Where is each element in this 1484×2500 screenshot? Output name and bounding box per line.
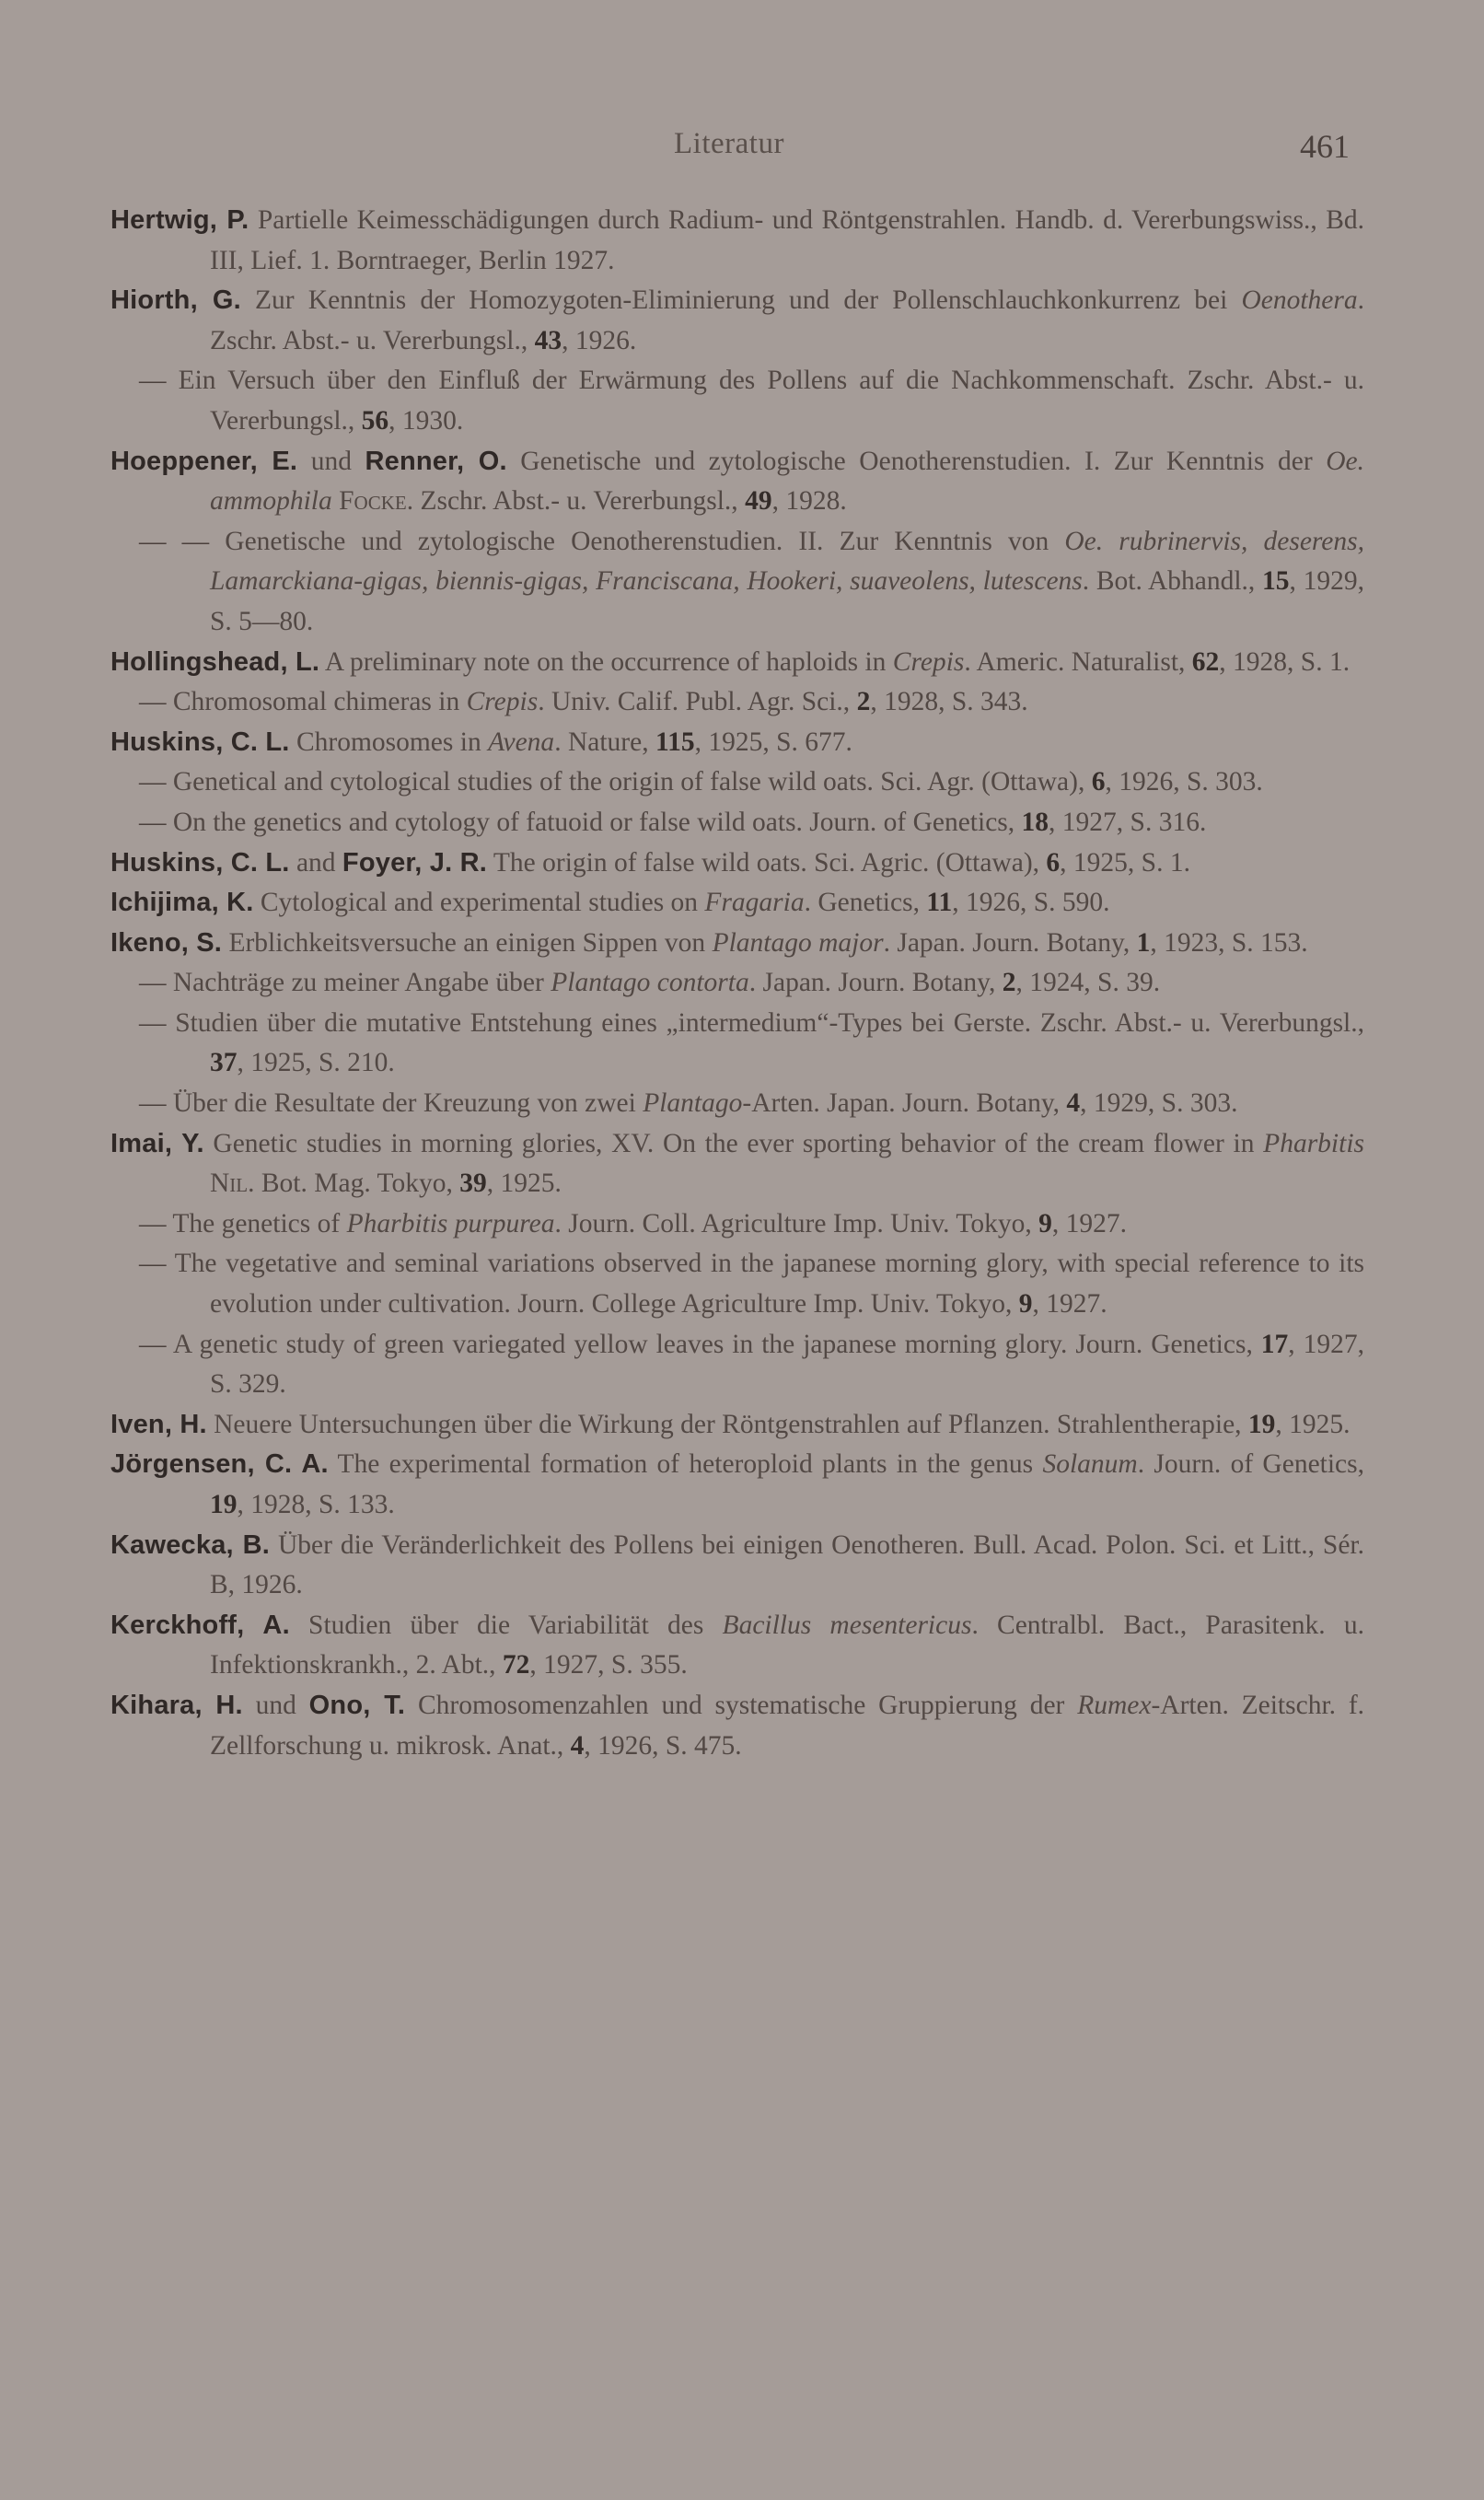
bibliography-entry [110, 361, 1364, 441]
entry-author: Renner, O. [365, 446, 507, 476]
entry-author: Foyer, J. R. [342, 847, 488, 878]
bibliography-entry [110, 843, 1364, 884]
bibliography-entry [110, 1526, 1364, 1606]
entry-citation: A preliminary note on the occurrence of haploids in Crepis. Americ. Naturalist, 62, 1928, S. 1. [324, 646, 1351, 677]
entry-author: Kihara, H. [110, 1690, 243, 1720]
bibliography-entry [110, 1004, 1364, 1084]
entry-citation: Chromosomal chimeras in Crepis. Univ. Calif. Publ. Agr. Sci., 2, 1928, S. 343. [172, 687, 1028, 717]
entry-citation: A genetic study of green variegated yellow leaves in the japanese morning glory. Journ. Genetics, 17, 1927, S. 329. [172, 1329, 1365, 1400]
entry-author: Jörgensen, C. A. [110, 1449, 329, 1480]
page-number: 461 [1300, 128, 1350, 165]
bibliography-entry [110, 281, 1364, 361]
ditto-dash: — [139, 1007, 167, 1038]
entry-author: Imai, Y. [110, 1128, 204, 1158]
bibliography-entry [110, 1124, 1364, 1204]
entry-citation: The experimental formation of heteroploid plants in the genus Solanum. Journ. of Genetics, 19, 1928, S. 133. [210, 1449, 1365, 1519]
bibliography-entry [110, 1445, 1364, 1525]
bibliography-entry [110, 803, 1364, 843]
ditto-dash: — [139, 1329, 167, 1359]
entry-citation: Studien über die mutative Entstehung eines „intermedium“-Types bei Gerste. Zschr. Abst.- u. Vererbungsl., 37, 1925, S. 210. [175, 1007, 1365, 1078]
bibliography-entry [110, 1686, 1364, 1766]
entry-author: Ono, T. [308, 1690, 406, 1720]
ditto-dash: — [139, 807, 167, 837]
bibliography-entry [110, 723, 1364, 763]
bibliography-entry [110, 963, 1364, 1004]
entry-citation: The origin of false wild oats. Sci. Agric. (Ottawa), 6, 1925, S. 1. [493, 847, 1190, 878]
entry-author: Hiorth, G. [110, 285, 241, 316]
entry-author: Huskins, C. L. [110, 727, 290, 757]
entry-citation: Über die Veränderlichkeit des Pollens bei einigen Oenotheren. Bull. Acad. Polon. Sci. et Litt., Sér. B, 1926. [210, 1529, 1364, 1600]
entry-citation: Genetic studies in morning glories, XV. On the ever sporting behavior of the cream flower in Pharbitis Nil. Bot. Mag. Tokyo, 39, 1925. [210, 1128, 1364, 1199]
entry-citation: Studien über die Variabilität des Bacillus mesentericus. Centralbl. Bact., Parasitenk. u. Infektionskrankh., 2. Abt., 72, 1927, S. 355. [210, 1610, 1364, 1680]
entry-citation: Erblichkeitsversuche an einigen Sippen von Plantago major. Japan. Journ. Botany, 1, 1923, S. 153. [228, 927, 1308, 958]
bibliography-entry [110, 1244, 1364, 1324]
ditto-dash: — [139, 366, 167, 396]
entry-citation: The genetics of Pharbitis purpurea. Journ. Coll. Agriculture Imp. Univ. Tokyo, 9, 1927. [172, 1208, 1127, 1238]
bibliography-entry [110, 1606, 1364, 1686]
author-joiner: und [297, 446, 365, 476]
ditto-dash: — [139, 1208, 167, 1238]
running-title: Literatur [674, 127, 784, 160]
bibliography-entry [110, 522, 1364, 643]
bibliography-list [110, 201, 1364, 1766]
entry-citation: Über die Resultate der Kreuzung von zwei Plantago-Arten. Japan. Journ. Botany, 4, 1929, S. 303. [172, 1088, 1238, 1119]
ditto-dash: — [139, 687, 167, 717]
entry-author: Hollingshead, L. [110, 646, 320, 677]
entry-author: Ichijima, K. [110, 888, 254, 918]
entry-citation: Partielle Keimesschädigungen durch Radium- und Röntgenstrahlen. Handb. d. Vererbungswiss., Bd. III, Lief. 1. Borntraeger, Berlin 1927. [210, 205, 1364, 275]
page-header [0, 127, 1484, 169]
entry-citation: Chromosomenzahlen und systematische Gruppierung der Rumex-Arten. Zeitschr. f. Zellforschung u. mikrosk. Anat., 4, 1926, S. 475. [210, 1690, 1365, 1761]
ditto-dash: — [139, 968, 167, 998]
bibliography-entry [110, 1325, 1364, 1405]
ditto-dash: — [139, 1088, 167, 1119]
entry-citation: Cytological and experimental studies on Fragaria. Genetics, 11, 1926, S. 590. [260, 888, 1110, 918]
bibliography-entry [110, 1405, 1364, 1446]
entry-citation: Genetische und zytologische Oenotherenstudien. I. Zur Kenntnis der Oe. ammophila Focke. Zschr. Abst.- u. Vererbungsl., 49, 1928. [210, 446, 1364, 517]
ditto-dash: — [139, 767, 167, 797]
bibliography-entry [110, 1084, 1364, 1124]
entry-author: Ikeno, S. [110, 927, 223, 958]
bibliography-entry [110, 442, 1364, 522]
entry-author: Kerckhoff, A. [110, 1610, 290, 1640]
entry-citation: Zur Kenntnis der Homozygoten-Eliminierung und der Pollenschlauchkonkurrenz bei Oenothera. Zschr. Abst.- u. Vererbungsl., 43, 1926. [210, 285, 1365, 355]
entry-author: Kawecka, B. [110, 1529, 271, 1560]
bibliography-entry [110, 643, 1364, 683]
ditto-dash: — — [139, 526, 210, 556]
entry-author: Hoeppener, E. [110, 446, 298, 476]
bibliography-entry [110, 201, 1364, 281]
entry-author: Hertwig, P. [110, 205, 249, 235]
entry-citation: Genetische und zytologische Oenotherenstudien. II. Zur Kenntnis von Oe. rubrinervis, deserens, Lamarckiana-gigas, biennis-gigas, Franciscana, Hookeri, suaveolens, lutescens. Bot. Abhandl., 15, 1929, S. 5—80. [210, 526, 1365, 636]
entry-citation: Genetical and cytological studies of the origin of false wild oats. Sci. Agr. (Ottawa), 6, 1926, S. 303. [172, 767, 1263, 797]
author-joiner: und [242, 1690, 309, 1720]
entry-author: Iven, H. [110, 1409, 207, 1439]
bibliography-entry [110, 883, 1364, 924]
bibliography-entry [110, 682, 1364, 723]
bibliography-entry [110, 762, 1364, 803]
entry-citation: Ein Versuch über den Einfluß der Erwärmung des Pollens auf die Nachkommenschaft. Zschr. Abst.- u. Vererbungsl., 56, 1930. [178, 366, 1364, 436]
author-joiner: and [289, 847, 342, 878]
ditto-dash: — [139, 1249, 167, 1279]
entry-citation: Chromosomes in Avena. Nature, 115, 1925, S. 677. [296, 727, 852, 757]
entry-citation: The vegetative and seminal variations observed in the japanese morning glory, with special reference to its evolution under cultivation. Journ. College Agriculture Imp. Univ. Tokyo, 9, 1927. [174, 1249, 1364, 1320]
entry-citation: On the genetics and cytology of fatuoid or false wild oats. Journ. of Genetics, 18, 1927, S. 316. [172, 807, 1207, 837]
entry-citation: Neuere Untersuchungen über die Wirkung der Röntgenstrahlen auf Pflanzen. Strahlentherapie, 19, 1925. [214, 1409, 1351, 1439]
bibliography-entry [110, 1204, 1364, 1245]
entry-citation: Nachträge zu meiner Angabe über Plantago contorta. Japan. Journ. Botany, 2, 1924, S. 39. [172, 968, 1161, 998]
entry-author: Huskins, C. L. [110, 847, 290, 878]
bibliography-entry [110, 924, 1364, 964]
